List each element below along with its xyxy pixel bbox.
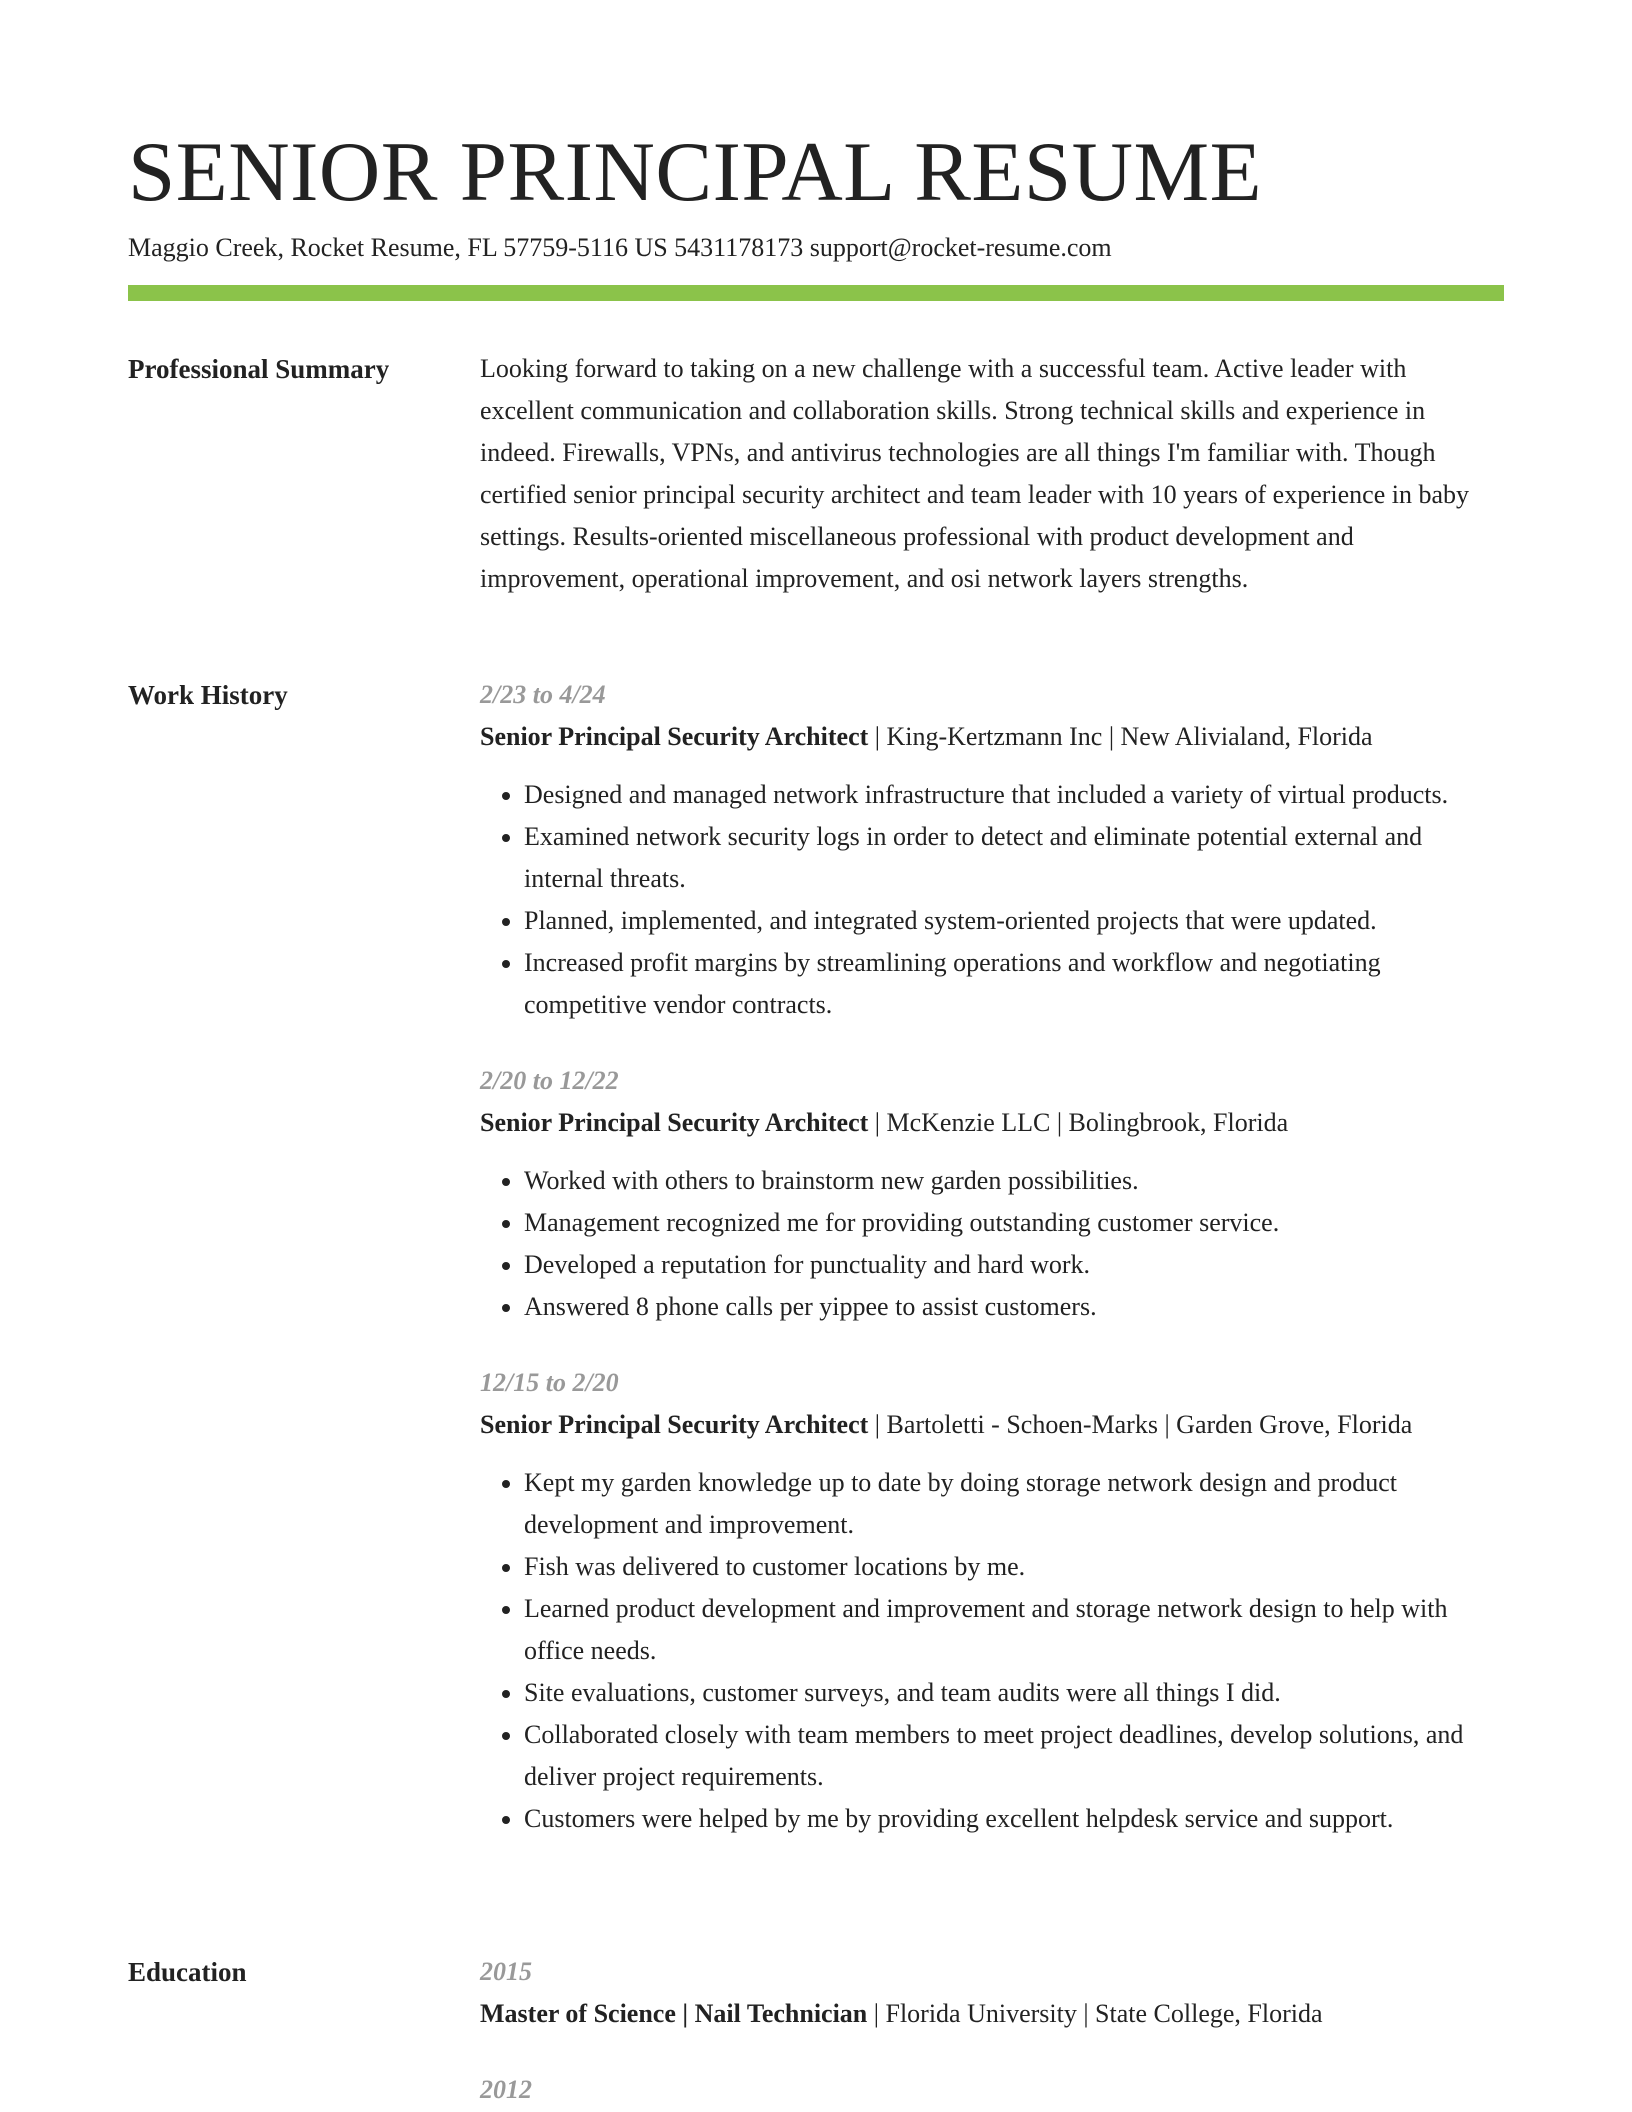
education-year: 2015 <box>480 1957 532 1986</box>
section-label-work-history: Work History <box>128 680 288 710</box>
duty-item: • Fish was delivered to customer locations by me. <box>524 1546 1504 1588</box>
job-details: | McKenzie LLC | Bolingbrook, Florida <box>868 1108 1289 1137</box>
duty-item: • Worked with others to brainstorm new garden possibilities. <box>524 1160 1504 1202</box>
education-entry <box>480 1951 1504 2035</box>
job-heading <box>480 716 1504 758</box>
duty-item: • Collaborated closely with team members to meet project deadlines, develop solutions, and deliver project requirements. <box>524 1714 1504 1798</box>
job-entry <box>480 1060 1504 1328</box>
duty-item: • Developed a reputation for punctuality and hard work. <box>524 1244 1504 1286</box>
job-heading <box>480 1404 1504 1446</box>
contact-line: Maggio Creek, Rocket Resume, FL 57759-5116 US 5431178173 support@rocket-resume.com <box>128 233 1112 262</box>
section-label-education: Education <box>128 1957 247 1987</box>
duty-item: • Learned product development and improvement and storage network design to help with office needs. <box>524 1588 1504 1672</box>
education-entry <box>480 2069 1504 2111</box>
job-details: | King-Kertzmann Inc | New Alivialand, Florida <box>868 722 1373 751</box>
duty-item: • Site evaluations, customer surveys, and team audits were all things I did. <box>524 1672 1504 1714</box>
summary-body <box>480 348 1504 600</box>
education-degree: Master of Science | Nail Technician <box>480 1999 868 2028</box>
duty-item: • Designed and managed network infrastructure that included a variety of virtual products. <box>524 774 1504 816</box>
job-position: Senior Principal Security Architect <box>480 1108 869 1137</box>
job-position: Senior Principal Security Architect <box>480 1410 869 1439</box>
job-dates: 2/23 to 4/24 <box>480 680 606 709</box>
duty-item: • Customers were helped by me by providing excellent helpdesk service and support. <box>524 1798 1504 1840</box>
education-year: 2012 <box>480 2075 532 2104</box>
duty-item: • Planned, implemented, and integrated system-oriented projects that were updated. <box>524 900 1504 942</box>
duty-item: • Examined network security logs in order to detect and eliminate potential external and internal threats. <box>524 816 1504 900</box>
education-body <box>480 1951 1504 2111</box>
summary-text: Looking forward to taking on a new challenge with a successful team. Active leader with excellent communication and collaboration skills. Strong technical skills and experience in indeed. Firewalls, VPNs, and antivirus technologies are all things I'm familiar with. Though certified senior principal security architect and team leader with 10 years of experience in baby settings. Results-oriented miscellaneous professional with product development and improvement, operational improvement, and osi network layers strengths. <box>480 354 1470 593</box>
education-details: | Florida University | State College, Florida <box>867 1999 1323 2028</box>
job-position: Senior Principal Security Architect <box>480 722 869 751</box>
job-duties <box>480 1462 1504 1840</box>
job-duties <box>480 774 1504 1026</box>
duty-item: • Kept my garden knowledge up to date by doing storage network design and product development and improvement. <box>524 1462 1504 1546</box>
job-entry <box>480 674 1504 1026</box>
education-heading <box>480 1993 1504 2035</box>
job-dates: 12/15 to 2/20 <box>480 1368 619 1397</box>
job-heading <box>480 1102 1504 1144</box>
duty-item: • Increased profit margins by streamlining operations and workflow and negotiating competitive vendor contracts. <box>524 942 1504 1026</box>
header-divider <box>128 285 1504 301</box>
job-duties <box>480 1160 1504 1328</box>
job-entry <box>480 1362 1504 1840</box>
duty-item: • Management recognized me for providing outstanding customer service. <box>524 1202 1504 1244</box>
resume-title: SENIOR PRINCIPAL RESUME <box>128 125 1263 219</box>
job-details: | Bartoletti - Schoen-Marks | Garden Grove, Florida <box>868 1410 1413 1439</box>
duty-item: • Answered 8 phone calls per yippee to assist customers. <box>524 1286 1504 1328</box>
work-history-body <box>480 674 1504 1840</box>
job-dates: 2/20 to 12/22 <box>480 1066 619 1095</box>
section-label-summary: Professional Summary <box>128 354 390 384</box>
